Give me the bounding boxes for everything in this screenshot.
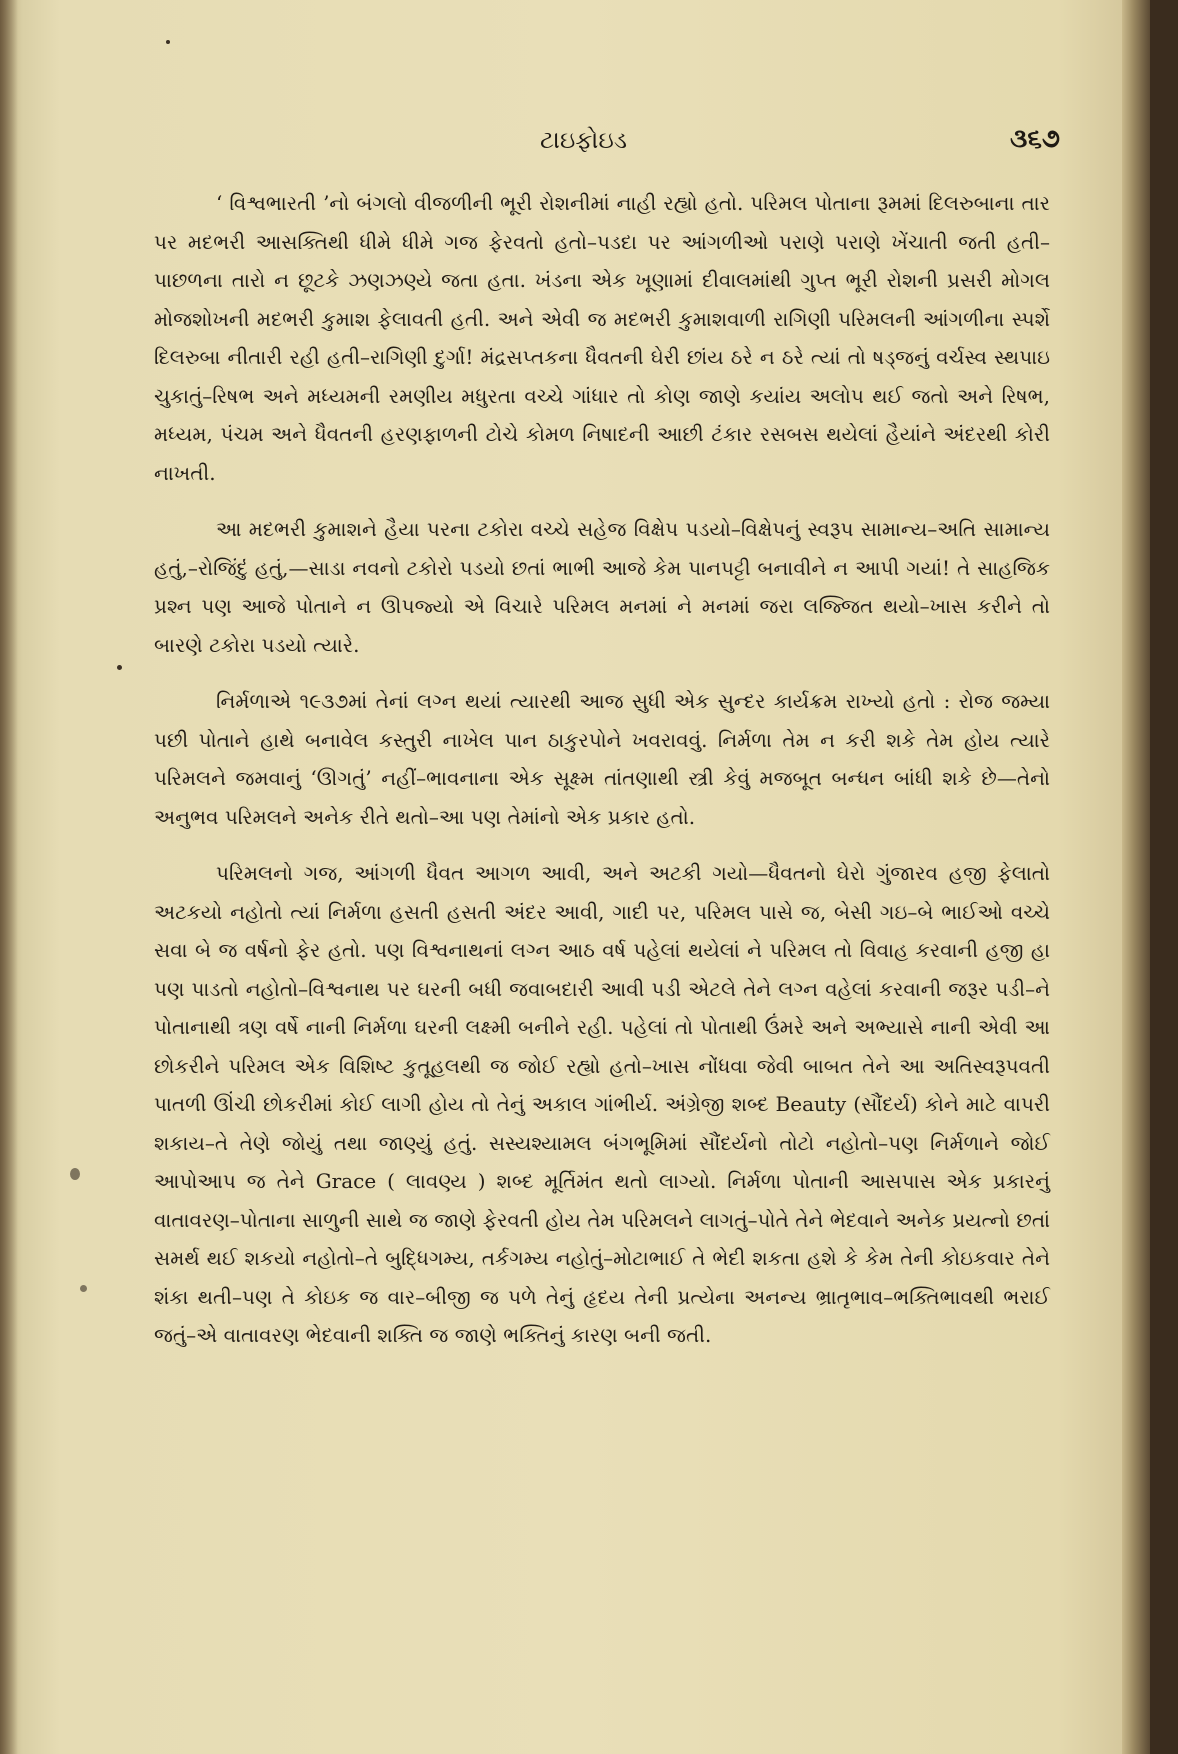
paragraph-4: પરિમલનો ગજ, આંગળી ધૈવત આગળ આવી, અને અટકી ગયો—ધૈવતનો ઘેરો ગુંજારવ હજી ફેલાતો અટકયો નહોતો ત્યાં નિર્મળા હસતી હસતી અંદર આવી, ગાદી પર, પરિમલ પાસે જ, બેસી ગઇ–બે ભાઈઓ વચ્ચે સવા બે જ વર્ષનો ફેર હતો. પણ વિશ્વનાથનાં લગ્ન આઠ વર્ષ પહેલાં થયેલાં ને પરિમલ તો વિવાહ કરવાની હજી હા પણ પાડતો નહોતો–વિશ્વનાથ પર ઘરની બધી જવાબદારી આવી પડી એટલે તેને લગ્ન વહેલાં કરવાની જરૂર પડી–ને પોતાનાથી ત્રણ વર્ષે નાની નિર્મળા ઘરની લક્ષ્મી બનીને રહી. પહેલાં તો પોતાથી ઉંમરે અને અભ્યાસે નાની એવી આ છોકરીને પરિમલ એક વિશિષ્ટ કુતૂહલથી જ જોઈ રહ્યો હતો–ખાસ નોંધવા જેવી બાબત તેને આ અતિસ્વરૂપવતી પાતળી ઊંચી છોકરીમાં કોઈ લાગી હોય તો તેનું અકાલ ગાંભીર્ય. અંગ્રેજી શબ્દ Beauty (સૌંદર્ય) કોને માટે વાપરી શકાય–તે તેણે જોયું તથા જાણ્યું હતું. સસ્યશ્યામલ બંગભૂમિમાં સૌંદર્યનો તોટો નહોતો–પણ નિર્મળાને જોઈ આપોઆપ જ તેને Grace ( લાવણ્ય ) શબ્દ મૂર્તિમંત થતો લાગ્યો. નિર્મળા પોતાની આસપાસ એક પ્રકારનું વાતાવરણ–પોતાના સાળુની સાથે જ જાણે ફેરવતી હોય તેમ પરિમલને લાગતું–પોતે તેને ભેદવાને અનેક પ્રયત્નો છતાં સમર્થ થઈ શકયો નહોતો–તે બુદ્ધિગમ્ય, તર્કગમ્ય નહોતું–મોટાભાઈ તે ભેદી શકતા હશે કે કેમ તેની કોઇકવાર તેને શંકા થતી–પણ તે કોઇક જ વાર–બીજી જ પળે તેનું હૃદય તેની પ્રત્યેના અનન્ય ભ્રાતૃભાવ–ભક્તિભાવથી ભરાઈ જતું–એ વાતાવરણ ભેદવાની શક્તિ જ જાણે ભક્તિનું કારણ બની જતી.: [154, 861, 1050, 1347]
running-title: ટાઇફોઇડ: [540, 126, 628, 154]
paper-speck: [70, 1168, 80, 1180]
paper-speck: [166, 40, 170, 44]
binding-shadow: [0, 0, 18, 1754]
paragraph-2: આ મદભરી કુમાશને હૈયા પરના ટકોરા વચ્ચે સહેજ વિક્ષેપ પડયો–વિક્ષેપનું સ્વરૂપ સામાન્ય–અતિ સામાન્ય હતું,–રોજિંદું હતું,—સાડા નવનો ટકોરો પડયો છતાં ભાભી આજે કેમ પાનપટ્ટી બનાવીને ન આપી ગયાં! તે સાહજિક પ્રશ્ન પણ આજે પોતાને ન ઊપજ્યો એ વિચારે પરિમલ મનમાં ને મનમાં જરા લજ્જિત થયો–ખાસ કરીને તો બારણે ટકોરા પડયો ત્યારે.: [154, 517, 1050, 657]
paragraph-3: નિર્મળાએ ૧૯૩૭માં તેનાં લગ્ન થયાં ત્યારથી આજ સુધી એક સુન્દર કાર્યક્રમ રાખ્યો હતો : રોજ જમ્યા પછી પોતાને હાથે બનાવેલ કસ્તુરી નાખેલ પાન ઠાકુરપોને ખવરાવવું. નિર્મળા તેમ ન કરી શકે તેમ હોય ત્યારે પરિમલને જમવાનું ‘ઊગતું’ નહીં–ભાવનાના એક સૂક્ષ્મ તાંતણાથી સ્ત્રી કેવું મજબૂત બન્ધન બાંધી શકે છે—તેનો અનુભવ પરિમલને અનેક રીતે થતો–આ પણ તેમાંનો એક પ્રકાર હતો.: [154, 689, 1050, 829]
paper-speck: [117, 665, 122, 670]
paper-speck: [80, 1285, 87, 1292]
page-header: [120, 126, 1060, 166]
page-number: ૩૬૭: [1010, 124, 1060, 154]
body-text: [154, 184, 1050, 1355]
page-edge: [1122, 0, 1150, 1754]
paragraph-1: ‘ વિશ્વભારતી ’નો બંગલો વીજળીની ભૂરી રોશનીમાં નાહી રહ્યો હતો. પરિમલ પોતાના રૂમમાં દિલરુબાના તાર પર મદભરી આસક્તિથી ધીમે ધીમે ગજ ફેરવતો હતો–પડદા પર આંગળીઓ પરાણે પરાણે ખેંચાતી જતી હતી–પાછળના તારો ન છૂટકે ઝણઝણ્યે જતા હતા. ખંડના એક ખૂણામાં દીવાલમાંથી ગુપ્ત ભૂરી રોશની પ્રસરી મોગલ મોજશોખની મદભરી કુમાશ ફેલાવતી હતી. અને એવી જ મદભરી કુમાશવાળી રાગિણી પરિમલની આંગળીના સ્પર્શે દિલરુબા નીતારી રહી હતી–રાગિણી દુર્ગા! મંદ્રસપ્તકના ધૈવતની ઘેરી છાંય ઠરે ન ઠરે ત્યાં તો ષડ્જનું વર્ચસ્વ સ્થપાઇ ચુકાતું–રિષભ અને મધ્યમની રમણીય મધુરતા વચ્ચે ગાંધાર તો કોણ જાણે કયાંય અલોપ થઈ જતો અને રિષભ, મધ્યમ, પંચમ અને ધૈવતની હરણફાળની ટોચે કોમળ નિષાદની આછી ટંકાર રસબસ થયેલાં હૈયાંને અંદરથી કોરી નાખતી.: [154, 191, 1050, 485]
